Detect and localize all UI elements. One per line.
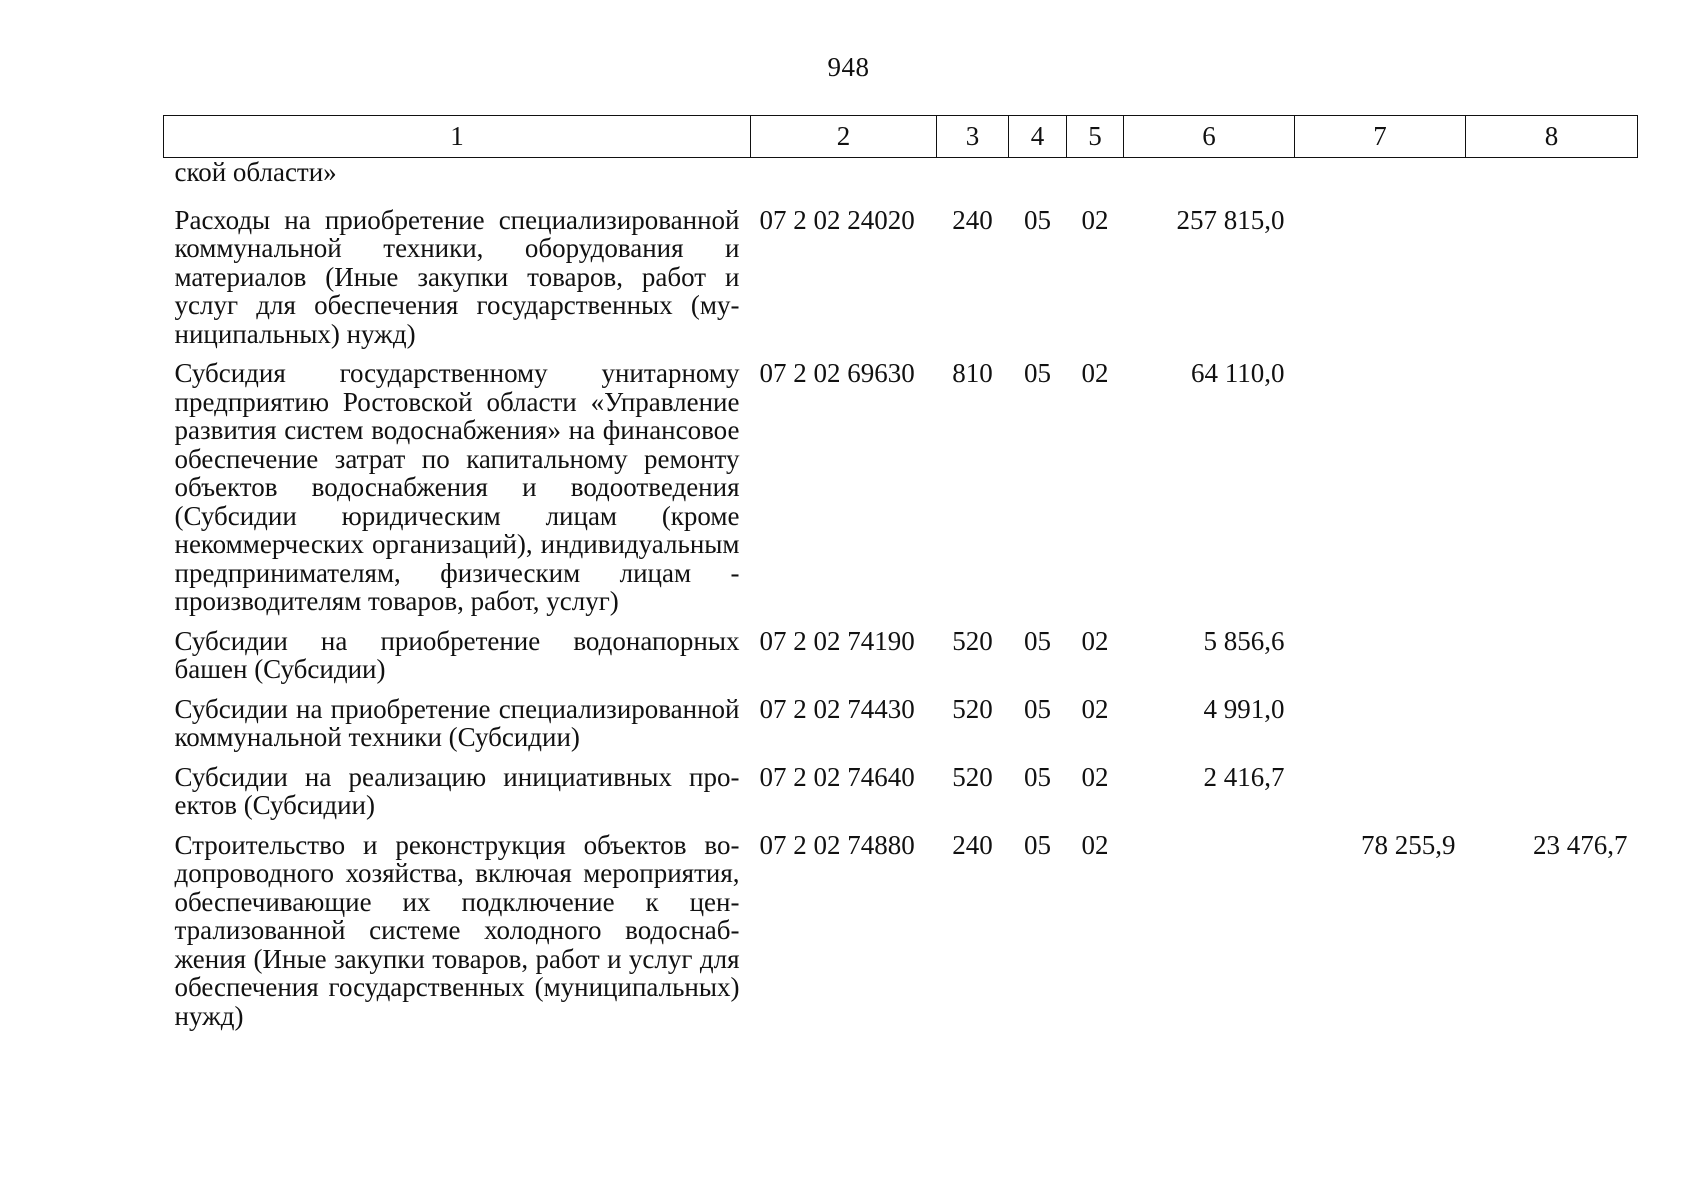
row-description: Расходы на приобретение специализированной коммунальной техники, оборудования и материалов (Иные закупки товаров, работ и услуг для обеспечения государственных (муниципальных) нужд) [174,204,740,349]
header-col-7: 7 [1295,116,1466,158]
table-row [164,627,1638,695]
row-amount-col6: 2 416,7 [1203,761,1285,792]
row-target-code: 07 2 02 74640 [759,761,915,792]
row-amount-col7 [1295,158,1466,206]
row-amount-col8 [1466,695,1638,763]
row-amount-col8 [1466,359,1638,627]
header-col-6: 6 [1124,116,1295,158]
row-expense-type: 810 [952,358,993,388]
row-subsection: 02 [1081,693,1109,724]
row-expense-type: 520 [952,625,993,656]
row-section: 05 [1024,625,1051,656]
row-subsection: 02 [1081,829,1109,860]
page-number: 948 [827,52,870,82]
row-amount-col6: 257 815,0 [1176,204,1285,235]
row-section: 05 [1024,204,1051,235]
row-amount-col8 [1466,158,1638,206]
row-amount-col7 [1295,359,1466,627]
row-description: Субсидия государственному унитарному предприятию Ростовской области «Управление развития систем водоснабжения» на финансовое обеспечение затрат по капитальному ремонту объектов водоснабжения и водоотведения (Субсидии юридическим лицам (кроме некоммерческих организаций), индивидуальным предпринимателям, физическим лицам - производителям товаров, работ, услуг) [174,358,740,616]
row-description: ской области» [174,157,337,187]
header-col-8: 8 [1466,116,1638,158]
row-expense-type: 240 [952,204,993,235]
row-amount-col8 [1466,206,1638,360]
row-description: Субсидии на приобретение специализированной коммунальной техники (Субсидии) [174,693,740,752]
budget-table-container [163,115,1637,1041]
row-description: Субсидии на приобретение водонапорных башен (Субсидии) [174,625,740,684]
row-target-code [751,158,937,206]
row-amount-col7 [1295,627,1466,695]
table-row [164,831,1638,1042]
row-amount-col6 [1124,831,1295,1042]
row-subsection [1067,158,1124,206]
row-amount-col8 [1466,627,1638,695]
row-amount-col6: 5 856,6 [1203,625,1285,656]
header-col-4: 4 [1009,116,1067,158]
budget-table [163,115,1638,1041]
header-col-1: 1 [164,116,751,158]
row-section: 05 [1024,761,1051,792]
row-subsection: 02 [1081,358,1109,388]
row-subsection: 02 [1081,204,1109,235]
row-section: 05 [1024,358,1051,388]
row-amount-col8 [1466,763,1638,831]
row-description: Строительство и реконструкция объектов водопроводного хозяйства, включая мероприятия, обеспечивающие их подключение к централизованной системе холодного водоснабжения (Иные закупки товаров, работ и услуг для обеспечения государственных (муниципальных) нужд) [174,829,740,1031]
row-target-code: 07 2 02 69630 [759,358,915,388]
row-expense-type [937,158,1009,206]
row-description: Субсидии на реализацию инициативных проектов (Субсидии) [174,761,740,820]
row-section: 05 [1024,829,1051,860]
row-expense-type: 520 [952,693,993,724]
header-row [164,116,1638,158]
table-row [164,206,1638,360]
table-row [164,359,1638,627]
table-header [164,116,1638,158]
row-subsection: 02 [1081,625,1109,656]
header-col-2: 2 [751,116,937,158]
row-amount-col6: 4 991,0 [1203,693,1285,724]
row-section [1009,158,1067,206]
row-amount-col7 [1295,763,1466,831]
row-amount-col6: 64 110,0 [1191,358,1285,388]
table-row [164,763,1638,831]
table-row [164,158,1638,206]
row-subsection: 02 [1081,761,1109,792]
row-amount-col7: 78 255,9 [1361,829,1456,860]
row-target-code: 07 2 02 74430 [759,693,915,724]
row-expense-type: 240 [952,829,993,860]
row-target-code: 07 2 02 24020 [759,204,915,235]
table-body [164,158,1638,1042]
row-target-code: 07 2 02 74880 [759,829,915,860]
header-col-5: 5 [1067,116,1124,158]
row-amount-col7 [1295,206,1466,360]
row-amount-col8: 23 476,7 [1533,829,1628,860]
row-expense-type: 520 [952,761,993,792]
row-section: 05 [1024,693,1051,724]
table-row [164,695,1638,763]
row-target-code: 07 2 02 74190 [759,625,915,656]
row-amount-col7 [1295,695,1466,763]
row-amount-col6 [1124,158,1295,206]
header-col-3: 3 [937,116,1009,158]
